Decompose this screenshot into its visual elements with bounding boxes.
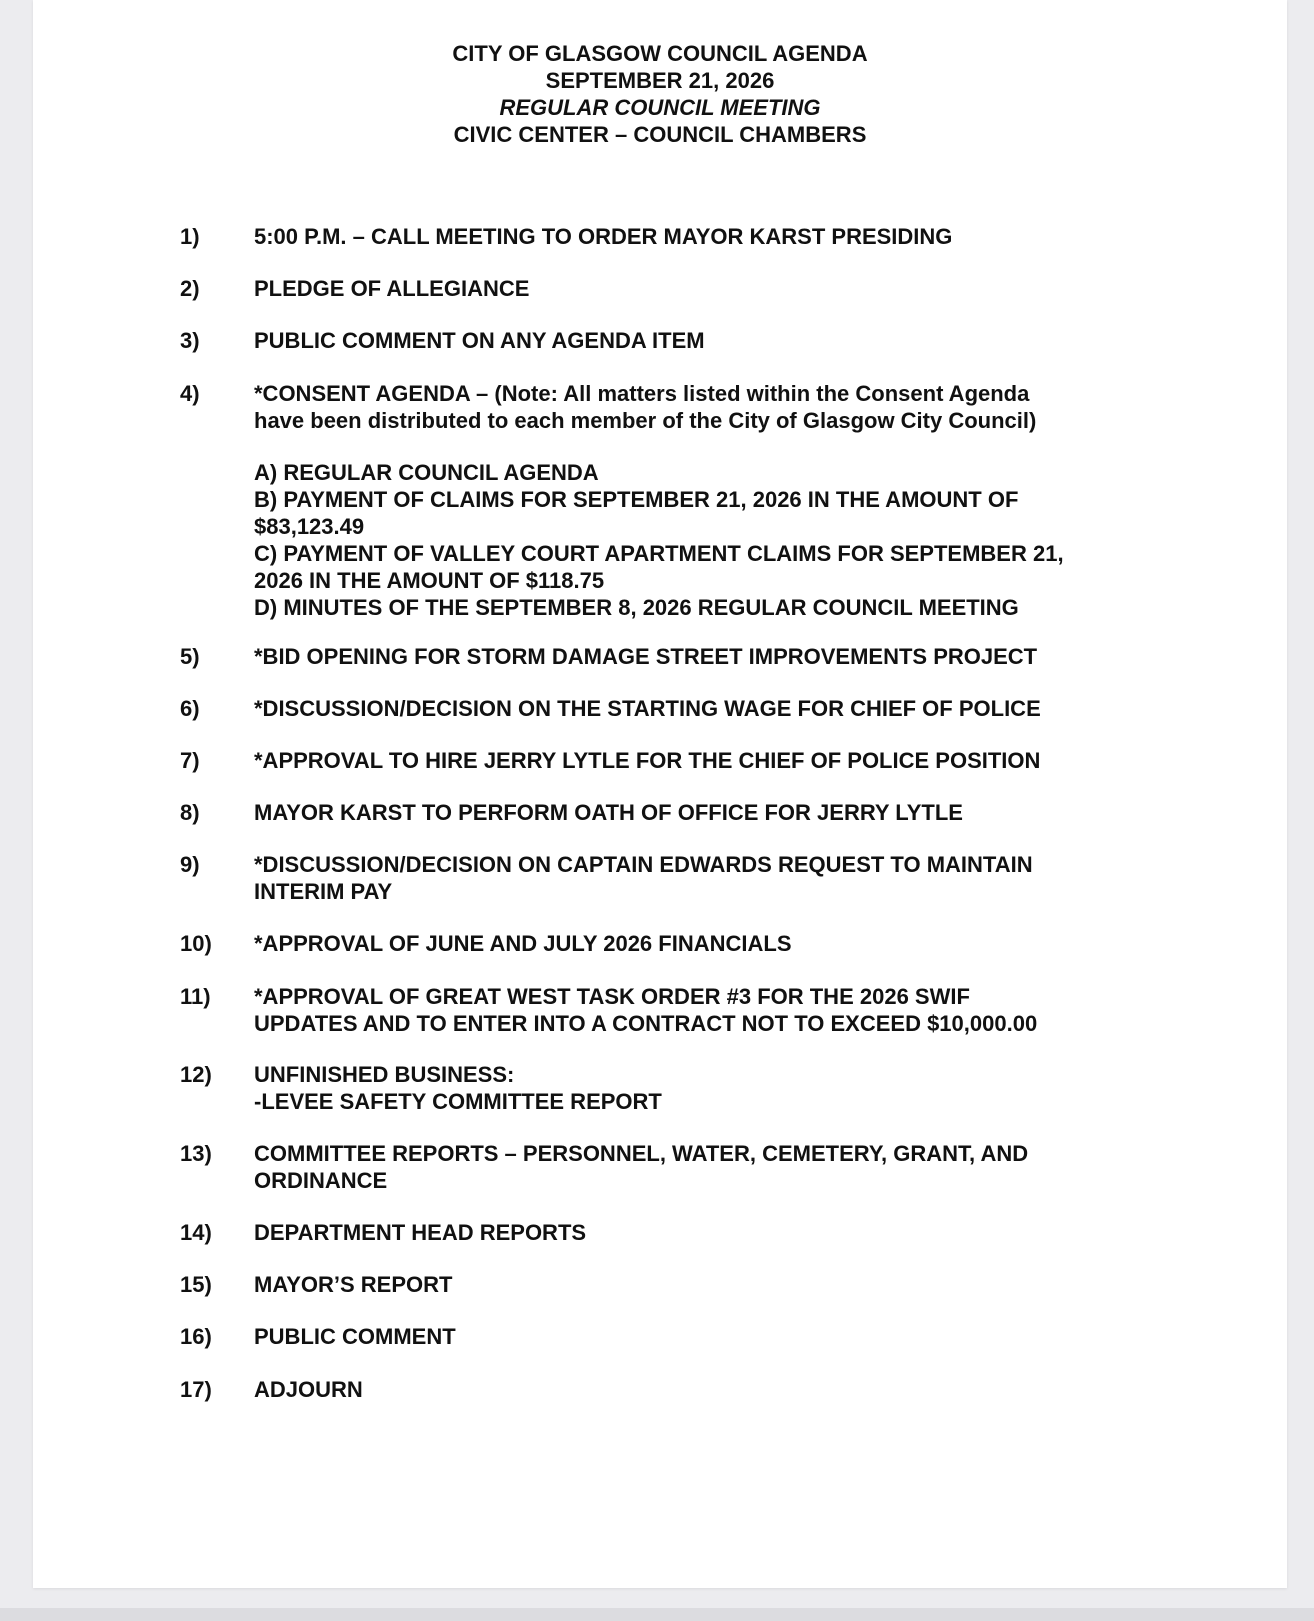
agenda-item-text: [254, 851, 1154, 905]
agenda-item-line: INTERIM PAY: [254, 879, 393, 904]
agenda-item-number: 6): [180, 696, 200, 721]
agenda-item-number: 13): [180, 1141, 212, 1166]
agenda-item-number: 12): [180, 1062, 212, 1087]
agenda-item-line: -LEVEE SAFETY COMMITTEE REPORT: [254, 1089, 662, 1114]
agenda-item-text: [254, 747, 1154, 774]
agenda-item-line: UNFINISHED BUSINESS:: [254, 1062, 515, 1087]
agenda-item-line: UPDATES AND TO ENTER INTO A CONTRACT NOT TO EXCEED $10,000.00: [254, 1011, 1038, 1036]
header-meeting-type: REGULAR COUNCIL MEETING: [499, 95, 821, 120]
agenda-item-line: MAYOR KARST TO PERFORM OATH OF OFFICE FOR JERRY LYTLE: [254, 800, 963, 825]
agenda-item-line: *DISCUSSION/DECISION ON CAPTAIN EDWARDS REQUEST TO MAINTAIN: [254, 852, 1033, 877]
agenda-item-text: [254, 695, 1154, 722]
agenda-item-text: [254, 1219, 1154, 1246]
agenda-item-line: DEPARTMENT HEAD REPORTS: [254, 1220, 587, 1245]
agenda-item-number: 14): [180, 1220, 212, 1245]
agenda-list: [33, 0, 1287, 1588]
agenda-item-number: 16): [180, 1324, 212, 1349]
consent-agenda-line: $83,123.49: [254, 514, 365, 539]
agenda-item-line: COMMITTEE REPORTS – PERSONNEL, WATER, CEMETERY, GRANT, AND: [254, 1141, 1029, 1166]
consent-agenda-line: A) REGULAR COUNCIL AGENDA: [254, 460, 599, 485]
header-city-title: CITY OF GLASGOW COUNCIL AGENDA: [452, 41, 868, 66]
agenda-item-text: [254, 275, 1154, 302]
agenda-item-line: 5:00 P.M. – CALL MEETING TO ORDER MAYOR KARST PRESIDING: [254, 224, 953, 249]
consent-agenda-line: D) MINUTES OF THE SEPTEMBER 8, 2026 REGULAR COUNCIL MEETING: [254, 595, 1019, 620]
agenda-item-line: *CONSENT AGENDA – (Note: All matters listed within the Consent Agenda: [254, 381, 1030, 406]
agenda-item-number: 15): [180, 1272, 212, 1297]
agenda-item-text: [254, 327, 1154, 354]
agenda-item-number: 17): [180, 1377, 212, 1402]
agenda-item-line: *BID OPENING FOR STORM DAMAGE STREET IMPROVEMENTS PROJECT: [254, 644, 1038, 669]
agenda-item-text: [254, 223, 1154, 250]
agenda-item-number: 7): [180, 748, 200, 773]
agenda-item-text: [254, 1323, 1154, 1350]
agenda-item-line: PLEDGE OF ALLEGIANCE: [254, 276, 530, 301]
agenda-item-number: 2): [180, 276, 200, 301]
agenda-item-line: ADJOURN: [254, 1377, 363, 1402]
agenda-item-text: [254, 1061, 1154, 1115]
agenda-item-number: 10): [180, 931, 212, 956]
agenda-item-number: 8): [180, 800, 200, 825]
agenda-item-number: 9): [180, 852, 200, 877]
header-location: CIVIC CENTER – COUNCIL CHAMBERS: [453, 122, 867, 147]
agenda-item-number: 11): [180, 984, 211, 1009]
agenda-item-line: *DISCUSSION/DECISION ON THE STARTING WAGE FOR CHIEF OF POLICE: [254, 696, 1041, 721]
header-date: SEPTEMBER 21, 2026: [545, 68, 775, 93]
agenda-item-number: 3): [180, 328, 200, 353]
agenda-item-number: 5): [180, 644, 200, 669]
agenda-item-number: 4): [180, 381, 200, 406]
agenda-item-number: 1): [180, 224, 200, 249]
agenda-item-line: MAYOR’S REPORT: [254, 1272, 453, 1297]
agenda-item-text: [254, 799, 1154, 826]
document-page: [33, 0, 1287, 1588]
agenda-item-line: PUBLIC COMMENT ON ANY AGENDA ITEM: [254, 328, 705, 353]
consent-agenda-line: B) PAYMENT OF CLAIMS FOR SEPTEMBER 21, 2026 IN THE AMOUNT OF: [254, 487, 1019, 512]
agenda-item-text: [254, 930, 1154, 957]
consent-agenda-line: 2026 IN THE AMOUNT OF $118.75: [254, 568, 605, 593]
consent-agenda-list: [254, 459, 1154, 621]
agenda-item-text: [254, 1271, 1154, 1298]
agenda-item-line: have been distributed to each member of the City of Glasgow City Council): [254, 408, 1037, 433]
agenda-item-line: *APPROVAL OF GREAT WEST TASK ORDER #3 FOR THE 2026 SWIF: [254, 984, 970, 1009]
agenda-item-text: [254, 380, 1154, 434]
agenda-item-text: [254, 983, 1154, 1037]
agenda-item-text: [254, 1376, 1154, 1403]
agenda-item-line: *APPROVAL OF JUNE AND JULY 2026 FINANCIALS: [254, 931, 792, 956]
agenda-item-line: *APPROVAL TO HIRE JERRY LYTLE FOR THE CHIEF OF POLICE POSITION: [254, 748, 1041, 773]
agenda-item-text: [254, 1140, 1154, 1194]
agenda-item-line: PUBLIC COMMENT: [254, 1324, 456, 1349]
viewer-bottom-bar: [0, 1608, 1314, 1621]
agenda-item-text: [254, 643, 1154, 670]
consent-agenda-line: C) PAYMENT OF VALLEY COURT APARTMENT CLAIMS FOR SEPTEMBER 21,: [254, 541, 1064, 566]
agenda-item-line: ORDINANCE: [254, 1168, 388, 1193]
